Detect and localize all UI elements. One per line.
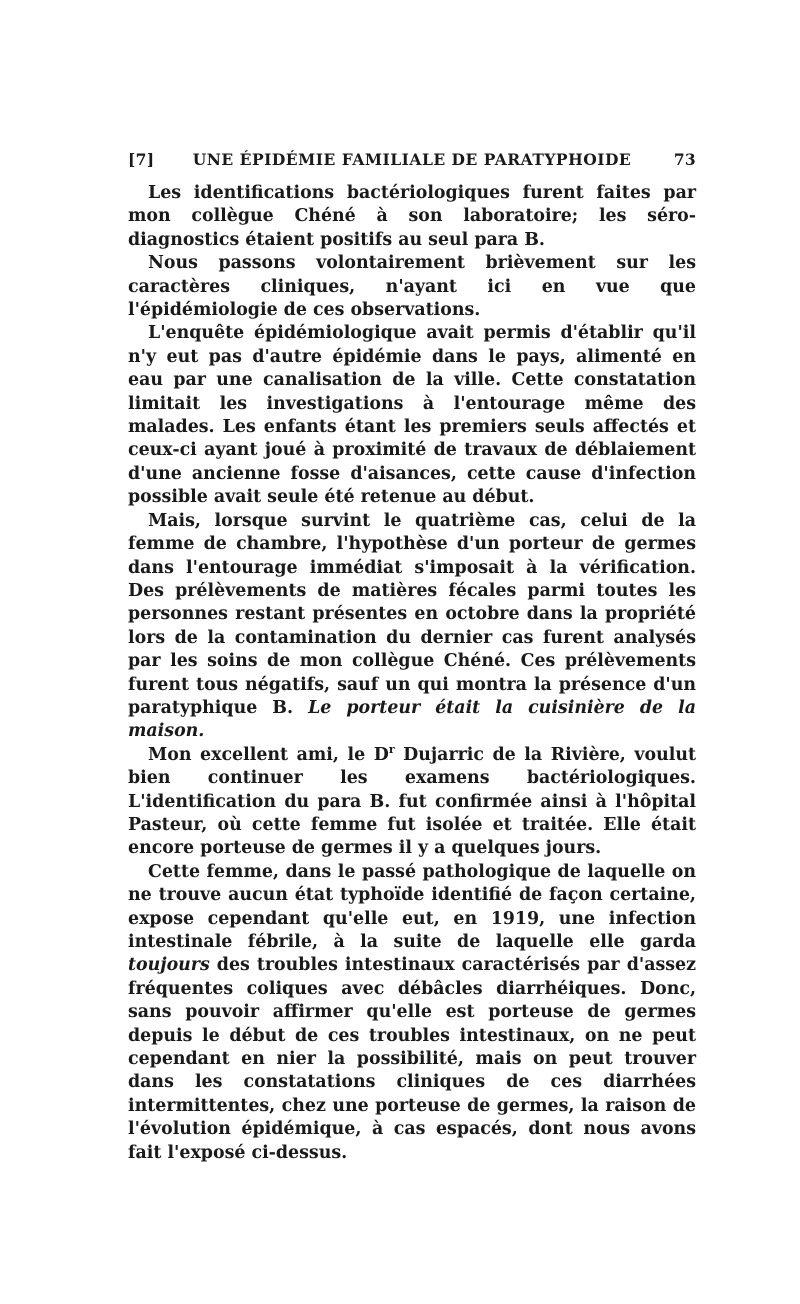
paragraph-1-text: Les identifications bactériologiques furent faites par mon collègue Chéné à son laboratoire; les séro-diagnostics étaient positifs au seul para B.: [128, 183, 696, 250]
paragraph-3: [128, 322, 696, 509]
body-text: [128, 182, 696, 1165]
chapter-title: UNE ÉPIDÉMIE FAMILIALE DE PARATYPHOIDE: [192, 150, 632, 169]
running-head: [128, 150, 696, 172]
paragraph-4-text: Mais, lorsque survint le quatrième cas, celui de la femme de chambre, l'hypothèse d'un porteur de germes dans l'entourage immédiat s'imposait à la vérification. Des prélèvements de matières fécales parmi toutes les personnes restant présentes en octobre dans la propriété lors de la contamination du dernier cas furent analysés par les soins de mon collègue Chéné. Ces prélèvements furent tous négatifs, sauf un qui montra la présence d'un paratyphique B.: [128, 510, 696, 718]
section-number: [7]: [128, 150, 155, 169]
paragraph-4: [128, 510, 696, 744]
paragraph-2-text: Nous passons volontairement brièvement sur les caractères cliniques, n'ayant ici en vue que l'épidémiologie de ces observations.: [128, 253, 696, 321]
paragraph-6: [128, 861, 696, 1165]
paragraph-4-italic-conclusion: Le porteur était la cuisinière de la maison.: [128, 697, 696, 742]
paragraph-5-text: Dujarric de la Rivière, voulut bien continuer les examens bactériologiques. L'identification du para B. fut confirmée ainsi à l'hôpital Pasteur, où cette femme fut isolée et traitée. Elle était encore porteuse de germes il y a quelques jours.: [128, 744, 696, 859]
book-page: [128, 150, 696, 1165]
paragraph-2: [128, 252, 696, 322]
paragraph-6-italic-word: toujours: [128, 955, 210, 976]
paragraph-5: [128, 744, 696, 861]
paragraph-6-after: des troubles intestinaux caractérisés par d'assez fréquentes coliques avec débâcles diarrhéiques. Donc, sans pouvoir affirmer qu'elle est porteuse de germes depuis le début de ces troubles intestinaux, on ne peut cependant en nier la possibilité, mais on peut trouver dans les constatations cliniques de ces diarrhées intermittentes, chez une porteuse de germes, la raison de l'évolution épidémique, à cas espacés, dont nous avons fait l'exposé ci-dessus.: [128, 955, 696, 1163]
paragraph-1: [128, 182, 696, 252]
doctor-abbrev-superscript: r: [388, 742, 395, 756]
paragraph-3-text: L'enquête épidémiologique avait permis d'établir qu'il n'y eut pas d'autre épidémie dans le pays, alimenté en eau par une canalisation de la ville. Cette constatation limitait les investigations à l'entourage même des malades. Les enfants étant les premiers seuls affectés et ceux-ci ayant joué à proximité de travaux de déblaiement d'une ancienne fosse d'aisances, cette cause d'infection possible avait seule été retenue au début.: [128, 323, 696, 508]
page-number: 73: [673, 150, 696, 169]
paragraph-6-before: Cette femme, dans le passé pathologique de laquelle on ne trouve aucun état typhoïde identifié de façon certaine, expose cependant qu'elle eut, en 1919, une infection intestinale fébrile, à la suite de laquelle elle garda: [128, 861, 696, 952]
paragraph-5-lead: Mon excellent ami, le D: [148, 744, 389, 765]
